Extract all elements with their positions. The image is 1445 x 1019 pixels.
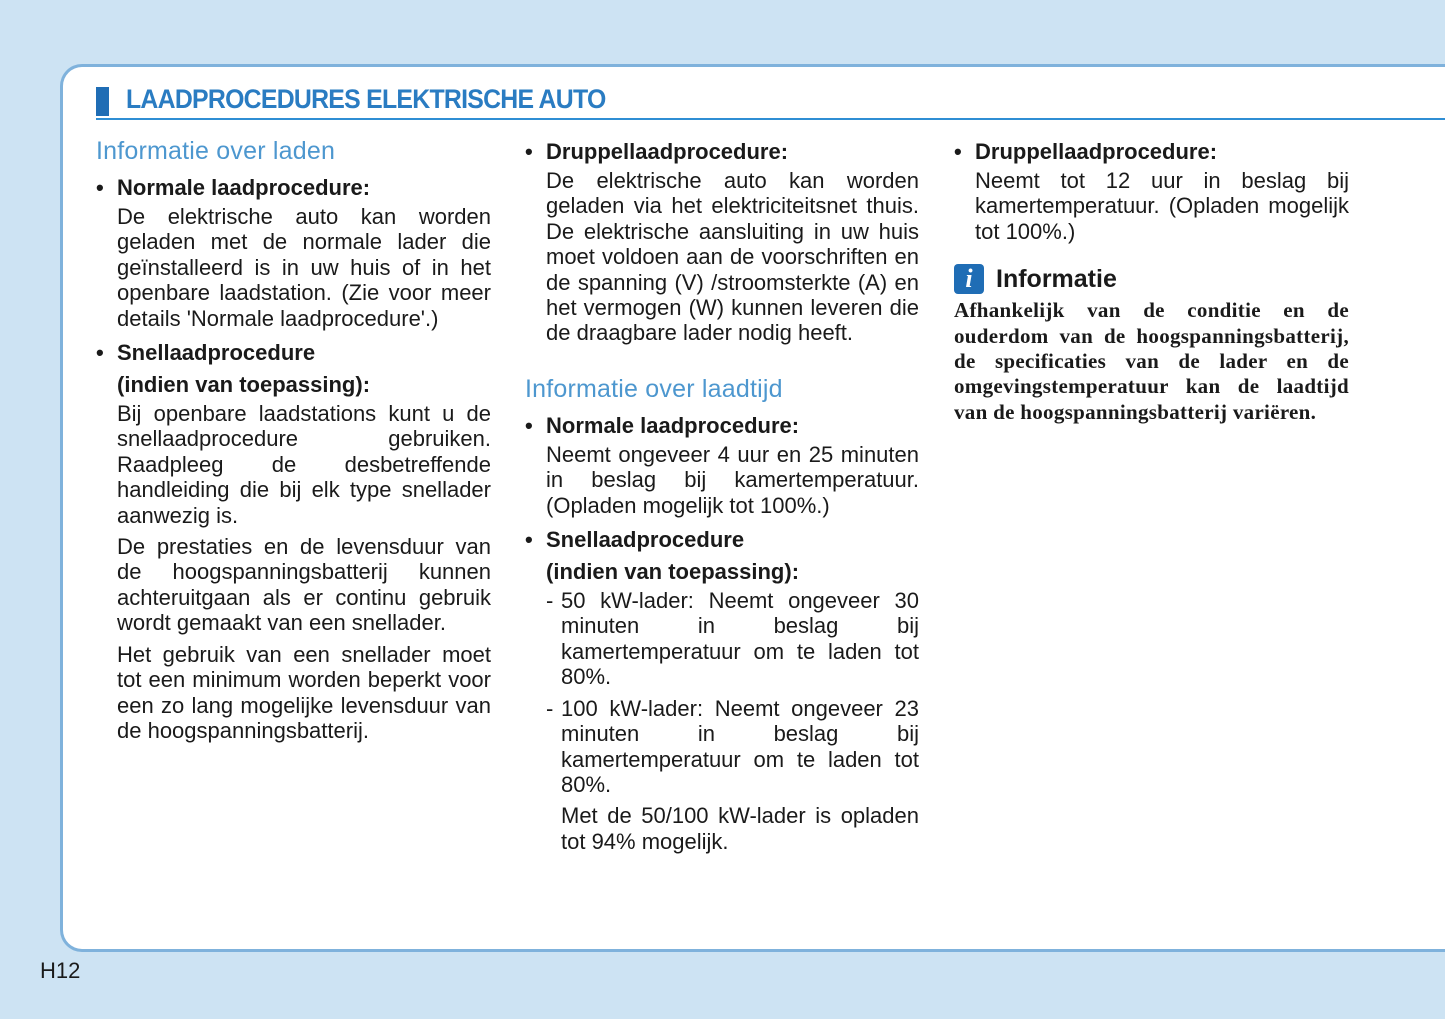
title-marker (96, 87, 109, 116)
bullet-label: (indien van toepassing): (117, 372, 371, 398)
bullet-label: (indien van toepassing): (546, 559, 800, 585)
section-heading-laadtijd: Informatie over laadtijd (525, 374, 783, 403)
bullet-fast-sub (96, 369, 491, 401)
dash-text: 50 kW-lader: Neemt ongeveer 30 minuten in beslag bij kamertemperatuur om te laden tot 80%. (561, 588, 919, 690)
paragraph: Neemt tot 12 uur in beslag bij kamertemperatuur. (Opladen mogelijk tot 100%.) (975, 168, 1349, 244)
bullet-label: Snellaadprocedure (117, 340, 316, 366)
bullet-dot: • (954, 139, 962, 164)
column-1 (96, 136, 491, 743)
dash-item (525, 588, 919, 690)
dash-text: 100 kW-lader: Neemt ongeveer 23 minuten in beslag bij kamertemperatuur om te laden tot 80%. (561, 695, 919, 797)
bullet-label: Normale laadprocedure: (546, 412, 800, 438)
paragraph: De elektrische auto kan worden geladen via het elektriciteitsnet thuis. De elektrische aansluiting in uw huis moet voldoen aan de voorschriften en de spanning (V) /stroomsterkte (A) en het vermogen (W) kunnen leveren die de draagbare lader nodig heeft. (546, 168, 919, 346)
bullet-dot: • (525, 527, 533, 553)
info-header (954, 264, 1349, 294)
info-body: Afhankelijk van de conditie en de ouderdom van de hoogspanningsbatterij, de specificaties van de lader en de omgevingstemperatuur kan de laadtijd van de hoogspanningsbatterij variëren. (954, 298, 1349, 424)
paragraph: Het gebruik van een snellader moet tot een minimum worden beperkt voor een zo lang mogelijke levensduur van de hoogspanningsbatterij. (117, 641, 491, 743)
section-heading-laden: Informatie over laden (96, 137, 336, 165)
bullet-label: Normale laadprocedure: (117, 175, 371, 200)
bullet-dot: • (96, 340, 104, 366)
bullet-dot: • (525, 412, 533, 438)
column-2 (525, 136, 919, 854)
column-3 (954, 136, 1349, 425)
bullet-fast (96, 337, 491, 369)
title-bar (96, 86, 1445, 120)
bullet-trickle (954, 136, 1349, 168)
bullet-trickle (525, 136, 919, 168)
paragraph: Bij openbare laadstations kunt u de snellaadprocedure gebruiken. Raadpleeg de desbetreffende handleiding die bij elk type snellader aanwezig is. (117, 401, 491, 528)
bullet-label: Druppellaadprocedure: (546, 139, 789, 164)
dash-glyph: - (546, 695, 554, 721)
bullet-normal (96, 172, 491, 204)
info-title: Informatie (996, 264, 1117, 293)
page-number: H12 (40, 958, 81, 983)
bullet-label: Druppellaadprocedure: (975, 139, 1218, 164)
dash-item (525, 696, 919, 798)
paragraph: De prestaties en de levensduur van de hoogspanningsbatterij kunnen achteruitgaan als er continu gebruik wordt gemaakt van een snellader. (117, 534, 491, 636)
page-title: LAADPROCEDURES ELEKTRISCHE AUTO (126, 84, 606, 114)
info-icon: i (954, 264, 984, 294)
paragraph: De elektrische auto kan worden geladen met de normale lader die geïnstalleerd is in uw huis of in het openbare laadstation. (Zie voor meer details 'Normale laadprocedure'.) (117, 204, 491, 331)
bullet-normal (525, 410, 919, 442)
dash-glyph: - (546, 588, 554, 614)
paragraph: Neemt ongeveer 4 uur en 25 minuten in beslag bij kamertemperatuur. (Opladen mogelijk tot 100%.) (546, 441, 919, 518)
dash-note: Met de 50/100 kW-lader is opladen tot 94% mogelijk. (561, 803, 919, 854)
bullet-fast (525, 524, 919, 556)
bullet-dot: • (96, 175, 104, 200)
bullet-dot: • (525, 139, 533, 164)
bullet-fast-sub (525, 556, 919, 588)
bullet-label: Snellaadprocedure (546, 527, 745, 553)
